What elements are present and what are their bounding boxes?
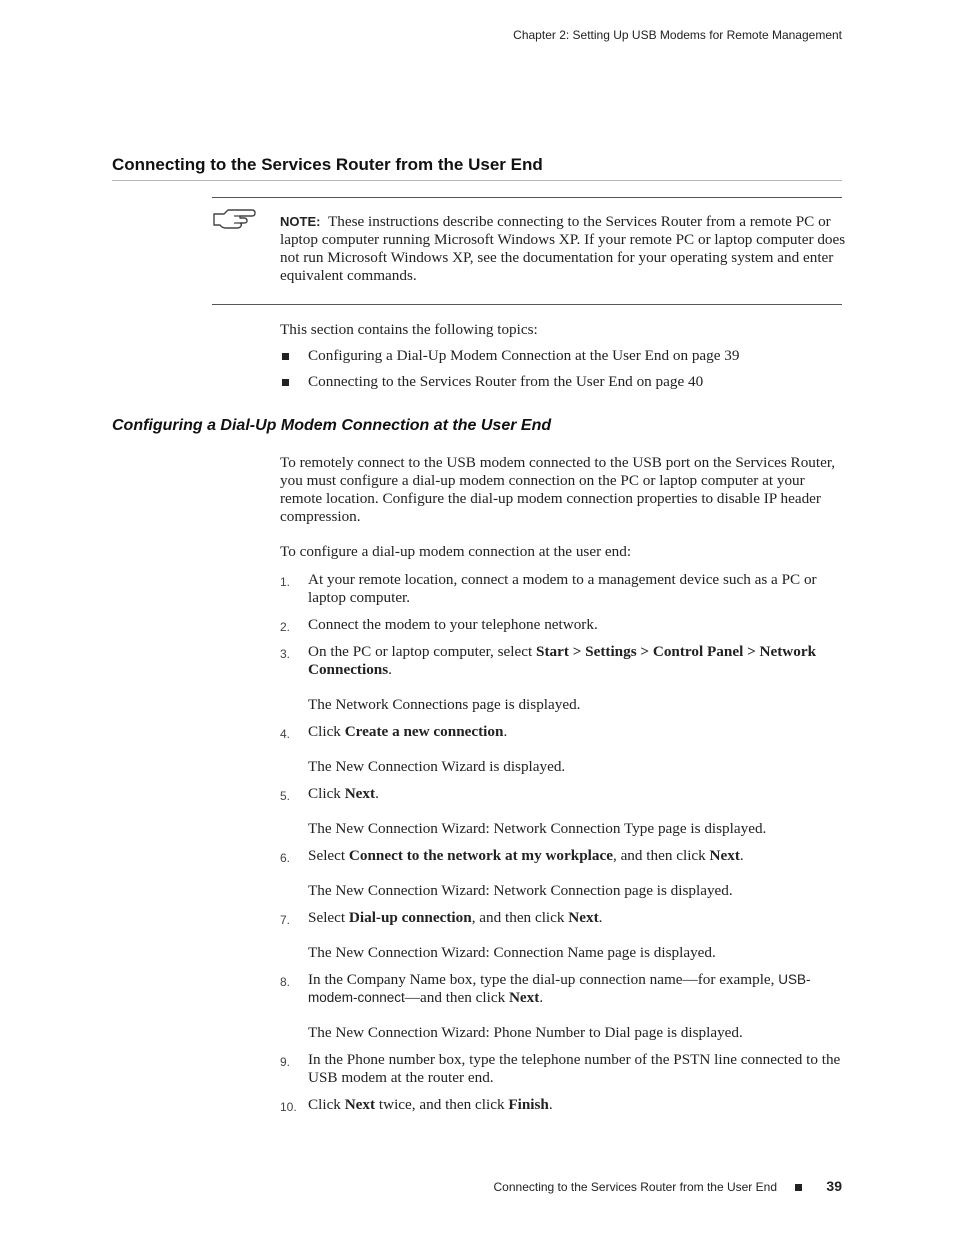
- step-number: 8.: [280, 975, 291, 989]
- step-number: 6.: [280, 851, 291, 865]
- step-number: 4.: [280, 727, 291, 741]
- topics-intro: This section contains the following topics:: [280, 321, 538, 338]
- list-item: [280, 347, 846, 365]
- paragraph: To configure a dial-up modem connection at the user end:: [280, 543, 632, 560]
- note-body: These instructions describe connecting to the Services Router from a remote PC or laptop computer running Microsoft Windows XP. If your remote PC or laptop computer does not run Microsoft Windows XP, see the documentation for your operating system and enter equivalent commands.: [280, 213, 846, 284]
- ui-option: Next: [344, 1096, 376, 1113]
- step-result: The New Connection Wizard is displayed.: [308, 758, 566, 775]
- bullet-icon: [282, 353, 289, 360]
- ui-option: Create a new connection: [344, 723, 504, 740]
- example-value: USB-modem-connect: [308, 972, 811, 1005]
- topic-link[interactable]: Configuring a Dial-Up Modem Connection at the User End on page 39: [308, 347, 740, 364]
- step-text: In the Company Name box, type the dial-up connection name—for example, USB-modem-connect—and then click Next.: [308, 971, 811, 1006]
- procedure-steps: [280, 571, 846, 1123]
- page-number: 39: [826, 1178, 842, 1194]
- step-text: At your remote location, connect a modem to a management device such as a PC or laptop computer.: [308, 571, 817, 606]
- step-result: The New Connection Wizard: Connection Name page is displayed.: [308, 944, 716, 961]
- step-1: [280, 571, 846, 607]
- list-item: [280, 373, 846, 391]
- step-7: [280, 909, 846, 962]
- step-text: Click Next.: [308, 785, 379, 802]
- ui-option: Next: [344, 785, 376, 802]
- running-header: Chapter 2: Setting Up USB Modems for Remote Management: [513, 28, 842, 42]
- subsection-heading: Configuring a Dial-Up Modem Connection at the User End: [112, 417, 552, 434]
- step-number: 1.: [280, 575, 291, 589]
- step-text: Select Connect to the network at my workplace, and then click Next.: [308, 847, 744, 864]
- ui-option: Connect to the network at my workplace: [348, 847, 613, 864]
- note-bottom-rule: [212, 304, 842, 305]
- step-5: [280, 785, 846, 838]
- step-text: Click Create a new connection.: [308, 723, 508, 740]
- note-top-rule: [212, 197, 842, 198]
- ui-option: Next: [568, 909, 599, 926]
- note-label: NOTE:: [280, 214, 321, 229]
- section-rule: [112, 180, 842, 181]
- ui-option: Next: [508, 989, 540, 1006]
- section-heading: Connecting to the Services Router from the User End: [112, 155, 543, 174]
- step-result: The Network Connections page is displayed.: [308, 696, 581, 713]
- topic-list: [280, 347, 846, 399]
- paragraph: To remotely connect to the USB modem connected to the USB port on the Services Router, you must configure a dial-up modem connection on the PC or laptop computer at your remote location. Configure the dial-up modem connection properties to disable IP header compression.: [280, 454, 836, 525]
- ui-path: Start > Settings > Control Panel > Network Connections: [308, 643, 817, 678]
- step-6: [280, 847, 846, 900]
- step-result: The New Connection Wizard: Network Connection Type page is displayed.: [308, 820, 767, 837]
- step-4: [280, 723, 846, 776]
- step-number: 10.: [280, 1100, 297, 1114]
- step-result: The New Connection Wizard: Phone Number to Dial page is displayed.: [308, 1024, 743, 1041]
- ui-option: Next: [709, 847, 740, 864]
- step-3: [280, 643, 846, 714]
- step-number: 7.: [280, 913, 291, 927]
- topic-link[interactable]: Connecting to the Services Router from the User End on page 40: [308, 373, 704, 390]
- step-text: Select Dial-up connection, and then click Next.: [308, 909, 603, 926]
- pointing-hand-icon: [212, 206, 256, 230]
- step-text: In the Phone number box, type the telephone number of the PSTN line connected to the USB modem at the router end.: [308, 1051, 841, 1086]
- step-number: 2.: [280, 620, 291, 634]
- footer-title: Connecting to the Services Router from the User End: [493, 1180, 777, 1194]
- ui-option: Finish: [508, 1096, 549, 1113]
- step-number: 3.: [280, 647, 291, 661]
- step-number: 5.: [280, 789, 291, 803]
- step-text: Click Next twice, and then click Finish.: [308, 1096, 553, 1113]
- bullet-icon: [282, 379, 289, 386]
- step-text: Connect the modem to your telephone network.: [308, 616, 598, 633]
- ui-option: Dial-up connection: [348, 909, 472, 926]
- footer-separator-icon: [795, 1184, 802, 1191]
- step-number: 9.: [280, 1055, 291, 1069]
- step-8: [280, 971, 846, 1042]
- step-9: [280, 1051, 846, 1087]
- note-text: [280, 213, 846, 285]
- step-result: The New Connection Wizard: Network Connection page is displayed.: [308, 882, 733, 899]
- step-text: On the PC or laptop computer, select Start > Settings > Control Panel > Network Connections.: [308, 643, 817, 678]
- step-2: [280, 616, 846, 634]
- step-10: [280, 1096, 846, 1114]
